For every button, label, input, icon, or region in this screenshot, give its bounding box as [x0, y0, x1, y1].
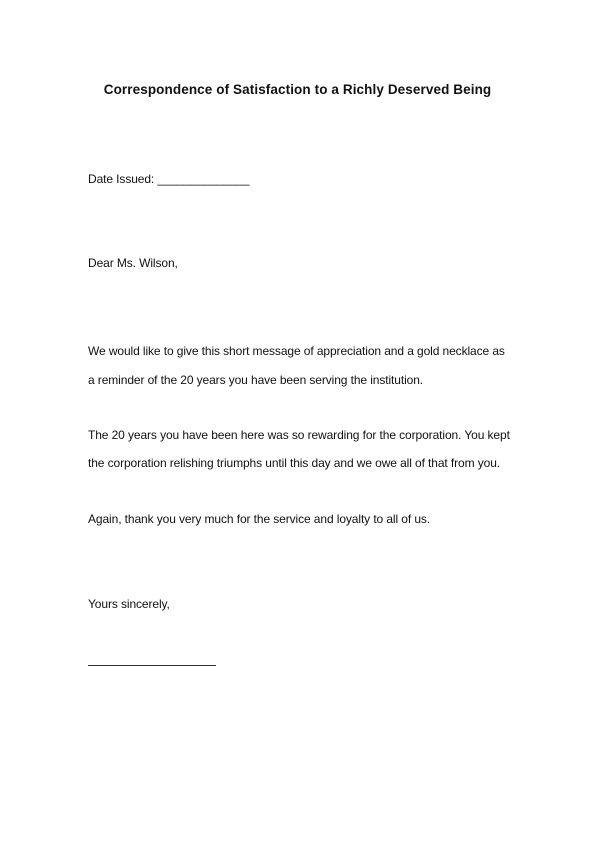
- paragraph-2-line-2: the corporation relishing triumphs until this day and we owe all of that from you.: [88, 456, 501, 470]
- signature-line: [88, 665, 216, 666]
- paragraph-1-line-2: a reminder of the 20 years you have been serving the institution.: [88, 373, 424, 387]
- paragraph-3-line-1: Again, thank you very much for the service and loyalty to all of us.: [88, 512, 431, 526]
- paragraph-2-line-1: The 20 years you have been here was so rewarding for the corporation. You kept: [88, 428, 510, 442]
- salutation: Dear Ms. Wilson,: [88, 256, 178, 270]
- date-issued-line: Date Issued: ______________: [88, 172, 250, 186]
- letter-title: Correspondence of Satisfaction to a Richly Deserved Being: [103, 82, 492, 97]
- paragraph-1-line-1: We would like to give this short message of appreciation and a gold necklace as: [88, 344, 505, 358]
- closing: Yours sincerely,: [88, 597, 170, 611]
